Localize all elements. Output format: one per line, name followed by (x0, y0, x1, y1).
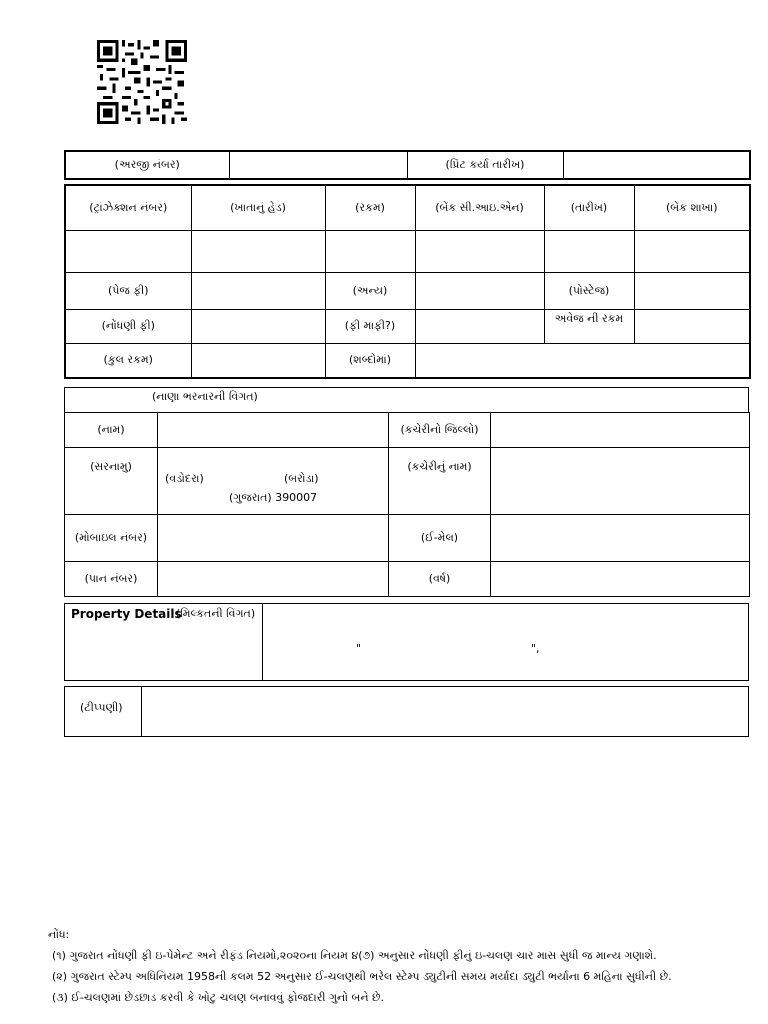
address-city: (વડોદરા) (165, 472, 204, 485)
other-value (415, 272, 544, 309)
remarks-divider (141, 687, 142, 736)
office-name-label: (કચેરીનું નામ) (389, 448, 491, 515)
application-number-value (229, 151, 407, 179)
depositor-title-box (64, 387, 749, 413)
email-label: (ઈ-મેલ) (389, 515, 491, 562)
office-district-value (491, 413, 750, 448)
note-item: (૩) ઈ-ચલણમાં છેડછાડ કરવી કે ખોટુ ચલણ બનાવવું ફોજદારી ગુનો બને છે. (52, 991, 385, 1004)
consideration-label: અવેજ ની રકમ (544, 309, 634, 343)
address-state-pin: (ગુજરાત) 390007 (229, 491, 318, 504)
transaction-header: (રકમ) (325, 185, 415, 230)
remarks-box (64, 686, 749, 737)
table-cell (634, 230, 750, 272)
table-cell (325, 230, 415, 272)
postage-label: (પોસ્ટેજ) (544, 272, 634, 309)
table-cell (191, 230, 325, 272)
page-fee-value (191, 272, 325, 309)
year-value (491, 562, 750, 597)
table-cell (415, 230, 544, 272)
transaction-header: (બેંક શાખા) (634, 185, 750, 230)
pan-label: (પાન નંબર) (65, 562, 158, 597)
amount-in-words-label: (શબ્દોમાં) (325, 343, 415, 378)
consideration-value (634, 309, 750, 343)
table-row (65, 230, 750, 272)
transaction-header: (તારીખ) (544, 185, 634, 230)
property-details-box (64, 603, 749, 681)
transaction-table (64, 184, 751, 379)
fee-waiver-label: (ફી માફી?) (325, 309, 415, 343)
other-label: (અન્ય) (325, 272, 415, 309)
application-number-label: (અરજી નંબર) (65, 151, 229, 179)
address-label: (સરનામુ) (65, 448, 158, 515)
pan-value (158, 562, 389, 597)
amount-in-words-value (415, 343, 750, 378)
registration-fee-value (191, 309, 325, 343)
total-amount-label: (કુલ રકમ) (65, 343, 191, 378)
transaction-header: (ટ્રાંઝેક્શન નંબર) (65, 185, 191, 230)
transaction-header: (બેંક સી.આઇ.એન) (415, 185, 544, 230)
property-details-label-en: Property Details (71, 607, 182, 621)
name-label: (નામ) (65, 413, 158, 448)
office-name-value (491, 448, 750, 515)
note-item: (૨) ગુજરાત સ્ટેમ્પ અધિનિયમ 1958ની કલમ 52 અનુસાર ઈ-ચલણથી ભરેલ સ્ટેમ્પ ડ્યુટીની સમય મર્યાદા ડ્યુટી ભર્યાના 6 મહિના સુધીની છે. (52, 970, 672, 983)
email-value (491, 515, 750, 562)
table-cell (65, 230, 191, 272)
registration-fee-label: (નોંધણી ફી) (65, 309, 191, 343)
office-district-label: (કચેરીનો જિલ્લો) (389, 413, 491, 448)
address-area: (બરોડા) (284, 472, 319, 485)
total-amount-value (191, 343, 325, 378)
address-value (158, 448, 389, 515)
postage-value (634, 272, 750, 309)
application-info-table (64, 150, 751, 180)
property-details-label-gu: (મિલ્કતની વિગત) (176, 607, 256, 620)
note-item: (૧) ગુજરાત નોંધણી ફી ઇ-પેમેન્ટ અને રીફંડ નિયમો,૨૦૨૦ના નિયમ ૪(૭) અનુસાર નોંધણી ફીનું ઇ-ચલણ ચાર માસ સુધી જ માન્ય ગણાશે. (52, 949, 657, 962)
print-date-value (563, 151, 750, 179)
remarks-label: (ટીપ્પણી) (80, 701, 123, 714)
property-quote-close: ", (531, 642, 540, 655)
depositor-table (64, 412, 750, 597)
year-label: (વર્ષ) (389, 562, 491, 597)
transaction-header: (ખાતાનું હેડ) (191, 185, 325, 230)
notes-section (48, 924, 748, 1008)
qr-code-icon (97, 40, 187, 124)
property-quote-open: " (356, 642, 362, 655)
property-details-divider (262, 604, 263, 680)
name-value (158, 413, 389, 448)
mobile-label: (મોબાઇલ નંબર) (65, 515, 158, 562)
table-cell (544, 230, 634, 272)
depositor-title: (નાણા ભરનારની વિગત) (152, 390, 258, 403)
page-fee-label: (પેજ ફી) (65, 272, 191, 309)
mobile-value (158, 515, 389, 562)
fee-waiver-value (415, 309, 544, 343)
print-date-label: (પ્રિંટ કર્યા તારીખ) (407, 151, 563, 179)
notes-title: નોંધ: (48, 928, 70, 941)
